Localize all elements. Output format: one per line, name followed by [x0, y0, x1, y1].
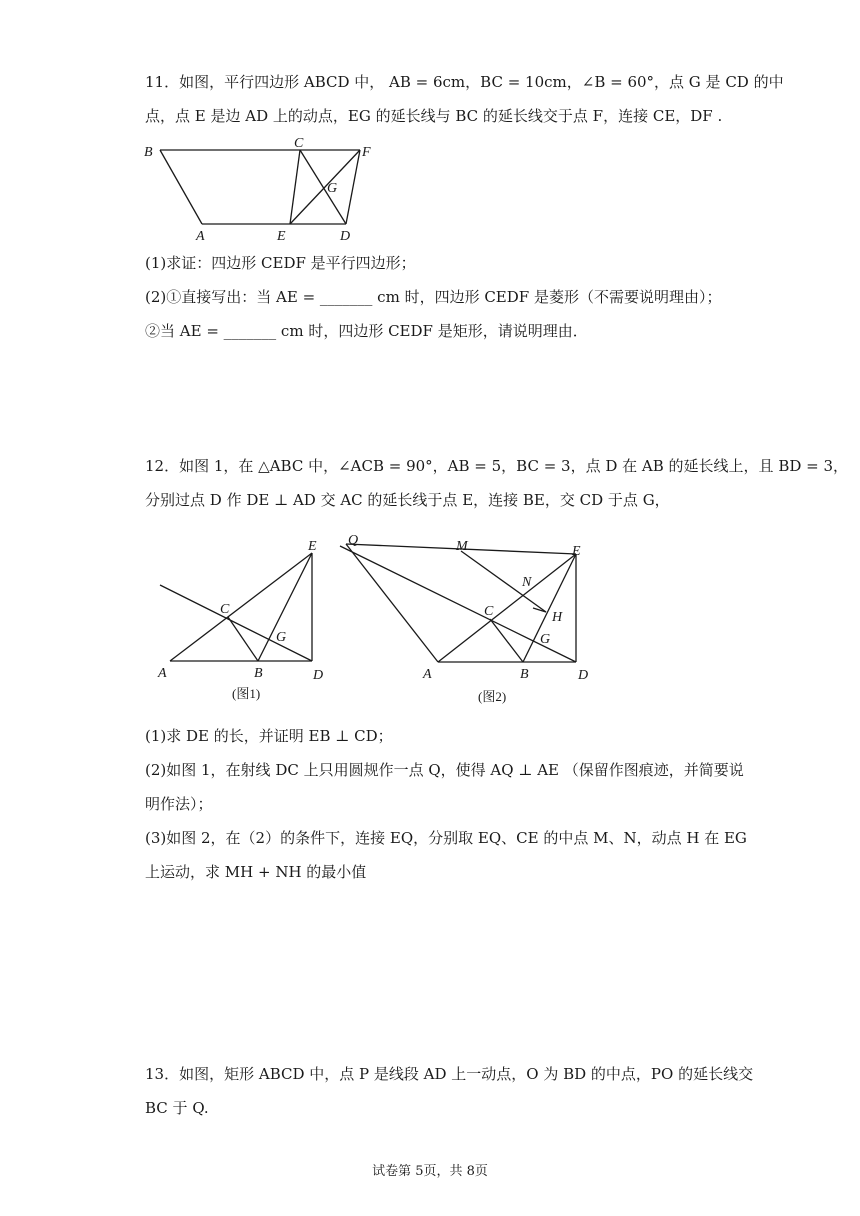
q12-figure1: [150, 535, 340, 710]
q11-line2: 点，点 E 是边 AD 上的动点，EG 的延长线与 BC 的延长线交于点 F，连接 CE，DF .: [145, 107, 723, 125]
fig2-label-G: G: [540, 632, 551, 647]
fig2-label-M: M: [456, 539, 468, 554]
q13-line2: BC 于 Q.: [145, 1099, 209, 1117]
label-D: D: [340, 229, 351, 244]
q12-part2-line2: 明作法）；: [145, 795, 213, 813]
q11-part2a: (2)①直接写出：当 AE = _______ cm 时，四边形 CEDF 是菱形（不需要说明理由）；: [145, 288, 722, 306]
page-footer: 试卷第 5页，共 8页: [372, 1164, 488, 1179]
label-E: E: [277, 229, 286, 244]
q12-part3-line2: 上运动，求 MH + NH 的最小值: [145, 863, 367, 881]
q12-part1: (1)求 DE 的长，并证明 EB ⊥ CD；: [145, 727, 393, 745]
fig2-label-B: B: [520, 667, 529, 682]
q11-part1: (1)求证：四边形 CEDF 是平行四边形；: [145, 254, 416, 272]
fig2-label-D: D: [578, 668, 589, 683]
fig1-label-C: C: [220, 602, 230, 617]
fig1-label-D: D: [313, 668, 324, 683]
fig2-label-Q: Q: [348, 533, 359, 548]
q12-part3-line1: (3)如图 2，在（2）的条件下，连接 EQ，分别取 EQ、CE 的中点 M、N，动点 H 在 EG: [145, 829, 747, 847]
q12-part2-line1: (2)如图 1，在射线 DC 上只用圆规作一点 Q，使得 AQ ⊥ AE （保留作图痕迹，并简要说: [145, 761, 744, 779]
fig2-label-N: N: [522, 575, 532, 590]
q12-line1: 12．如图 1，在 △ABC 中，∠ACB = 90°，AB = 5，BC = 3，点 D 在 AB 的延长线上，且 BD = 3，: [145, 457, 849, 475]
label-C: C: [294, 136, 304, 151]
fig1-caption: (图1): [232, 686, 261, 701]
q11-line1: 11．如图，平行四边形 ABCD 中， AB = 6cm，BC = 10cm，∠B = 60°，点 G 是 CD 的中: [145, 73, 784, 91]
q13-line1: 13．如图，矩形 ABCD 中，点 P 是线段 AD 上一动点，O 为 BD 的中点，PO 的延长线交: [145, 1065, 754, 1083]
fig1-label-B: B: [254, 666, 263, 681]
fig1-label-A: A: [158, 666, 167, 681]
q11-part2b: ②当 AE = _______ cm 时，四边形 CEDF 是矩形，请说明理由．: [145, 322, 588, 340]
fig2-label-A: A: [423, 667, 432, 682]
q12-line2: 分别过点 D 作 DE ⊥ AD 交 AC 的延长线于点 E，连接 BE，交 CD 于点 G，: [145, 491, 670, 509]
q12-figure2: [338, 528, 600, 713]
fig1-label-G: G: [276, 630, 287, 645]
fig2-label-C: C: [484, 604, 494, 619]
label-G: G: [327, 181, 338, 196]
label-F: F: [362, 145, 371, 160]
label-B: B: [144, 145, 153, 160]
fig2-label-H: H: [552, 610, 563, 625]
q11-figure: [140, 132, 390, 244]
fig2-caption: (图2): [478, 689, 507, 704]
fig1-label-E: E: [308, 539, 317, 554]
label-A: A: [196, 229, 205, 244]
fig2-label-E: E: [572, 544, 581, 559]
